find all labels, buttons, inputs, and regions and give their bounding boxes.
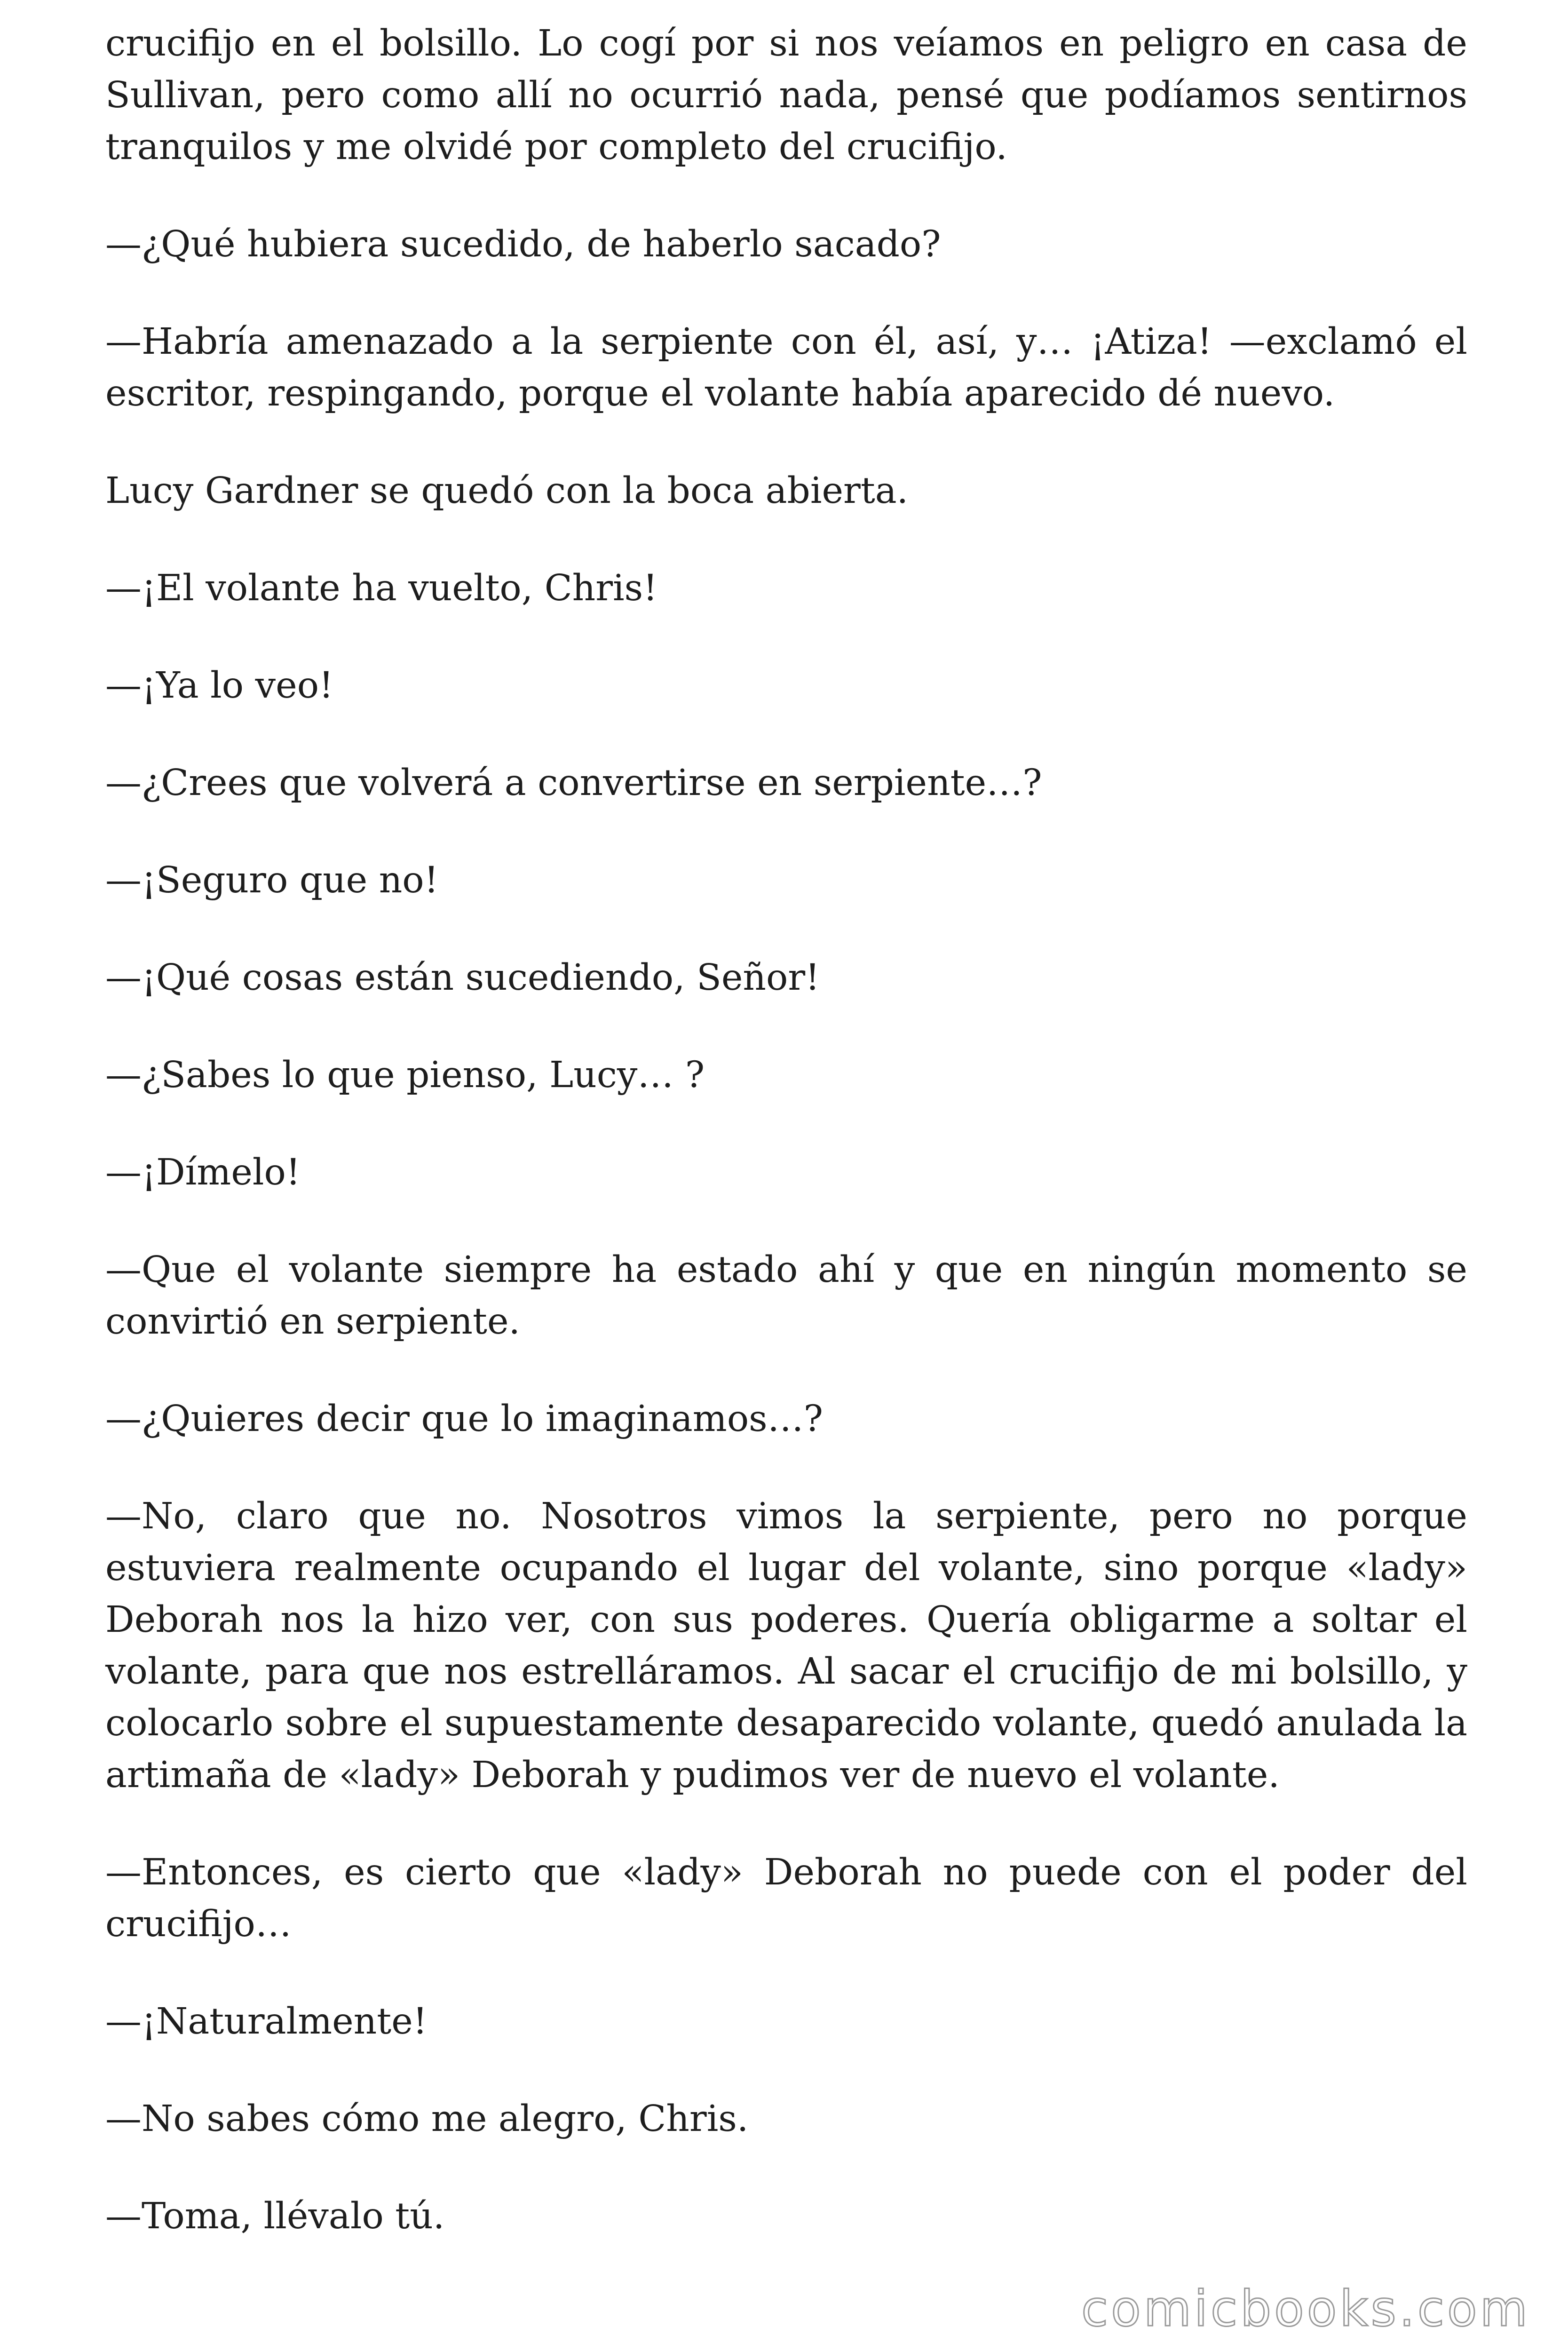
paragraph: —¿Quieres decir que lo imaginamos…? <box>105 1398 823 1440</box>
paragraph: —¡El volante ha vuelto, Chris! <box>105 567 658 609</box>
page-text <box>105 18 1467 2242</box>
paragraph: —¡Ya lo veo! <box>105 665 334 707</box>
paragraph: —¡Naturalmente! <box>105 2001 428 2042</box>
paragraph: —Entonces, es cierto que «lady» Deborah no puede con el poder del crucifijo… <box>105 1851 1467 1945</box>
paragraph: —No sabes cómo me alegro, Chris. <box>105 2098 749 2140</box>
paragraph: crucifijo en el bolsillo. Lo cogí por si nos veíamos en peligro en casa de Sullivan, pero como allí no ocurrió nada, pensé que podíamos sentirnos tranquilos y me olvidé por completo del crucifijo. <box>105 23 1467 168</box>
paragraph: —Que el volante siempre ha estado ahí y que en ningún momento se convirtió en serpiente. <box>105 1249 1467 1343</box>
paragraph: —Habría amenazado a la serpiente con él, así, y… ¡Atiza! —exclamó el escritor, respingando, porque el volante había aparecido dé nuevo. <box>105 321 1467 414</box>
paragraph: —Toma, llévalo tú. <box>105 2195 445 2237</box>
paragraph: Lucy Gardner se quedó con la boca abierta. <box>105 470 909 512</box>
paragraph: —¡Qué cosas están sucediendo, Señor! <box>105 957 820 999</box>
paragraph: —¿Qué hubiera sucedido, de haberlo sacado? <box>105 223 941 265</box>
watermark: comicbooks.com <box>1081 2280 1530 2337</box>
paragraph: —¡Seguro que no! <box>105 859 439 901</box>
paragraph: —¿Sabes lo que pienso, Lucy… ? <box>105 1054 705 1096</box>
paragraph: —¡Dímelo! <box>105 1152 301 1193</box>
paragraph: —No, claro que no. Nosotros vimos la serpiente, pero no porque estuviera realmente ocupando el lugar del volante, sino porque «lady» Deborah nos la hizo ver, con sus poderes. Quería obligarme a soltar el volante, para que nos estrelláramos. Al sacar el crucifijo de mi bolsillo, y colocarlo sobre el supuestamente desaparecido volante, quedó anulada la artimaña de «lady» Deborah y pudimos ver de nuevo el volante. <box>105 1495 1467 1796</box>
paragraph: —¿Crees que volverá a convertirse en serpiente…? <box>105 762 1042 804</box>
